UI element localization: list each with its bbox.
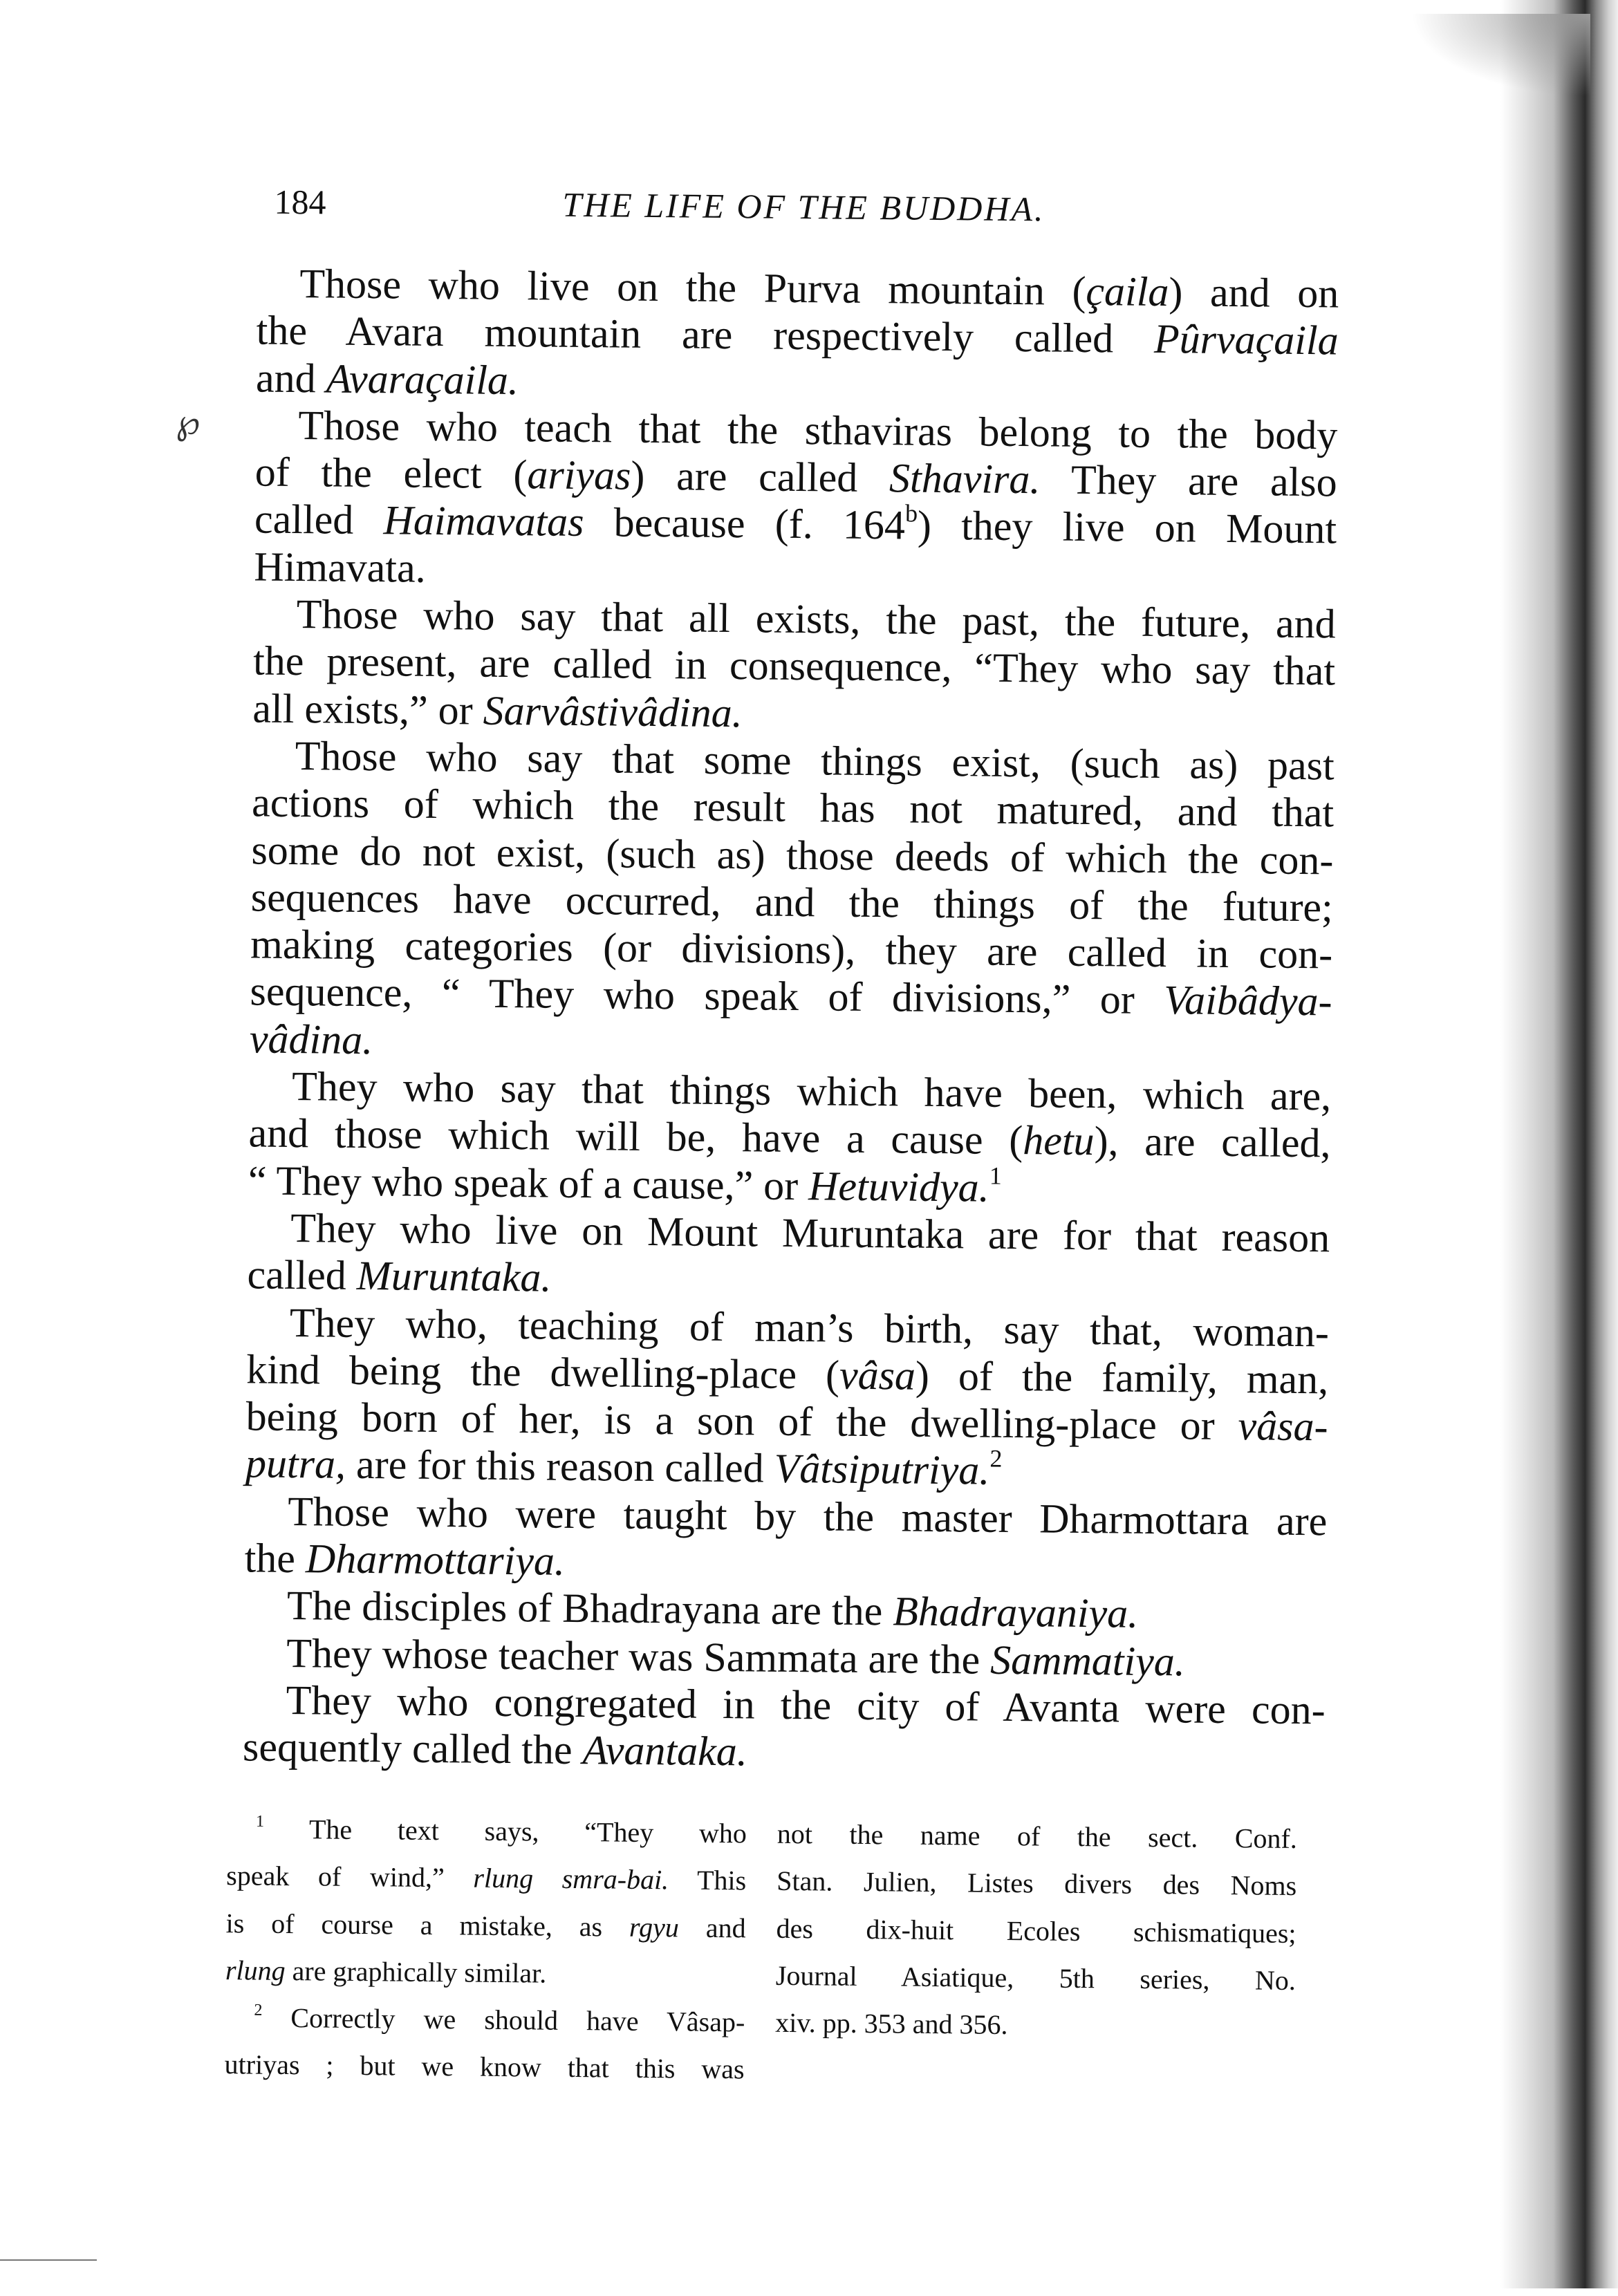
italic-text: Pûrvaçaila	[1153, 316, 1339, 364]
italic-text: ariyas	[527, 451, 631, 498]
text-line	[777, 1865, 1297, 1918]
text-run: called	[254, 496, 384, 543]
italic-text: Avaraçaila.	[326, 355, 519, 403]
text-run: Journal Asiatique, 5th series, No.	[775, 1959, 1296, 1996]
paragraph	[224, 2001, 745, 2101]
italic-text: vâsa-	[1238, 1403, 1328, 1450]
text-run: This	[668, 1864, 747, 1896]
page-number: 184	[274, 182, 326, 222]
paragraph	[247, 1204, 1330, 1309]
text-run: Correctly we should have Vâsap-	[262, 2001, 745, 2038]
superscript-ref: b	[904, 499, 918, 528]
italic-text: vâdina.	[249, 1016, 373, 1063]
text-line	[776, 1912, 1296, 1965]
text-run: are graphically similar.	[285, 1954, 547, 1989]
text-run: xiv. pp. 353 and 356.	[775, 2006, 1008, 2041]
footnotes-right-column	[775, 1818, 1297, 2060]
text-run: and those which will be, have a cause (	[248, 1110, 1023, 1164]
text-run: called	[247, 1251, 357, 1299]
text-run: of the elect (	[254, 449, 528, 498]
text-run: Those who live on the Purva mountain (	[299, 261, 1086, 314]
italic-text: Sammatiya.	[989, 1636, 1186, 1685]
text-line	[226, 1813, 747, 1865]
text-line	[224, 2049, 745, 2102]
text-run: not the name of the sect. Conf.	[777, 1818, 1298, 1855]
text-run: ), are called,	[1094, 1118, 1331, 1166]
italic-text: Dharmottariya.	[305, 1536, 566, 1584]
italic-text: Muruntaka.	[356, 1253, 552, 1300]
text-run: speak of wind,”	[226, 1860, 474, 1894]
italic-text: Hetuvidya.	[808, 1162, 990, 1211]
text-line	[775, 1960, 1296, 2013]
text-run: ) of the family, man,	[915, 1352, 1329, 1403]
footnotes-left-column	[224, 1813, 747, 2101]
italic-text: Bhadrayaniya.	[892, 1588, 1139, 1637]
paragraph	[250, 731, 1335, 1072]
text-run: They who, teaching of man’s birth, say that, woman-	[289, 1299, 1330, 1355]
body-text	[243, 259, 1339, 1780]
italic-text: Haimavatas	[383, 497, 584, 545]
text-run: They who say that things which have been, which are,	[291, 1063, 1332, 1119]
text-run: being born of her, is a son of the dwelling-place or	[245, 1393, 1238, 1449]
text-line	[775, 2007, 1296, 2060]
text-run: sequences have occurred, and the things of the future;	[250, 874, 1334, 931]
paragraph	[243, 1676, 1326, 1781]
italic-text: Vâtsiputriya.	[774, 1446, 990, 1494]
margin-mark: ℘	[176, 402, 201, 442]
text-run: the	[244, 1535, 306, 1582]
text-run: The text says, “They who	[263, 1813, 747, 1849]
italic-text: rgyu	[629, 1911, 680, 1943]
paragraph	[248, 1062, 1332, 1214]
italic-text: Sarvâstivâdina.	[483, 687, 743, 736]
text-run: The disciples of Bhadrayana are the	[286, 1583, 893, 1634]
text-run: Those who teach that the sthaviras belong to the body	[298, 402, 1338, 458]
superscript-ref: 1	[989, 1161, 1003, 1190]
text-run: because (f. 164	[584, 499, 906, 548]
text-run: all exists,” or	[252, 685, 484, 734]
text-run: Those who say that some things exist, (such as) past	[295, 733, 1335, 789]
paragraph	[225, 1813, 747, 2006]
italic-text: rlung smra-bai.	[473, 1862, 669, 1896]
text-run: utriyas ; but we know that this was	[224, 2048, 745, 2085]
text-line	[225, 1907, 746, 1960]
text-run: des dix-huit Ecoles schismatiques;	[776, 1912, 1296, 1949]
text-run: Himavata.	[254, 543, 426, 591]
text-run: sequence, “ They who speak of divisions,” or	[250, 968, 1164, 1023]
text-run: actions of which the result has not matured, and that	[251, 779, 1335, 836]
text-run: They whose teacher was Sammata are the	[286, 1630, 991, 1683]
superscript-ref: 2	[254, 2001, 263, 2020]
text-run: are for this reason called	[345, 1441, 775, 1492]
text-run: “ They who speak of a cause,” or	[248, 1157, 809, 1208]
paragraph	[256, 259, 1339, 411]
superscript-ref: 2	[989, 1444, 1003, 1473]
italic-text: hetu	[1023, 1117, 1095, 1164]
italic-text: Vaibâdya-	[1163, 977, 1332, 1025]
paragraph	[244, 1487, 1327, 1592]
text-run: kind being the dwelling-place (	[245, 1346, 840, 1398]
text-line	[226, 1860, 747, 1912]
text-line	[225, 2001, 745, 2054]
text-run: Those who say that all exists, the past, the future, and	[296, 591, 1337, 647]
text-run: some do not exist, (such as) those deeds of which the con-	[251, 826, 1334, 884]
text-line	[777, 1818, 1297, 1871]
italic-text: rlung	[225, 1954, 286, 1986]
text-run: making categories (or divisions), they are called in con-	[250, 921, 1333, 978]
text-run: ) and on	[1169, 269, 1339, 317]
text-run: They are also	[1040, 456, 1338, 505]
paragraph	[254, 401, 1338, 600]
italic-text: putra,	[245, 1440, 346, 1488]
text-run: and	[678, 1912, 746, 1943]
text-line	[225, 1954, 746, 2007]
italic-text: Sthavira.	[889, 455, 1041, 503]
text-run: sequently called the	[242, 1724, 583, 1773]
text-run: They who congregated in the city of Avanta were con-	[286, 1677, 1326, 1733]
text-run: Those who were taught by the master Dharmottara are	[288, 1488, 1328, 1544]
paragraph	[252, 590, 1336, 743]
text-run: Stan. Julien, Listes divers des Noms	[777, 1865, 1297, 1902]
text-run: the Avara mountain are respectively called	[256, 307, 1155, 362]
text-run: They who live on Mount Muruntaka are for that reason	[290, 1204, 1330, 1261]
text-run: and	[255, 355, 327, 402]
text-run: ) are called	[631, 452, 890, 501]
italic-text: çaila	[1086, 268, 1169, 315]
italic-text: vâsa	[839, 1352, 916, 1399]
text-run: the present, are called in consequence, “They who say that	[252, 637, 1336, 694]
running-header	[264, 182, 1343, 241]
text-run: ) they live on Mount	[917, 503, 1337, 552]
text-run: is of course a mistake, as	[225, 1907, 630, 1943]
paragraph	[245, 1298, 1330, 1497]
superscript-ref: 1	[255, 1812, 265, 1831]
running-title: THE LIFE OF THE BUDDHA.	[562, 185, 1045, 229]
paragraph	[775, 1818, 1297, 2060]
italic-text: Avantaka.	[582, 1727, 748, 1775]
